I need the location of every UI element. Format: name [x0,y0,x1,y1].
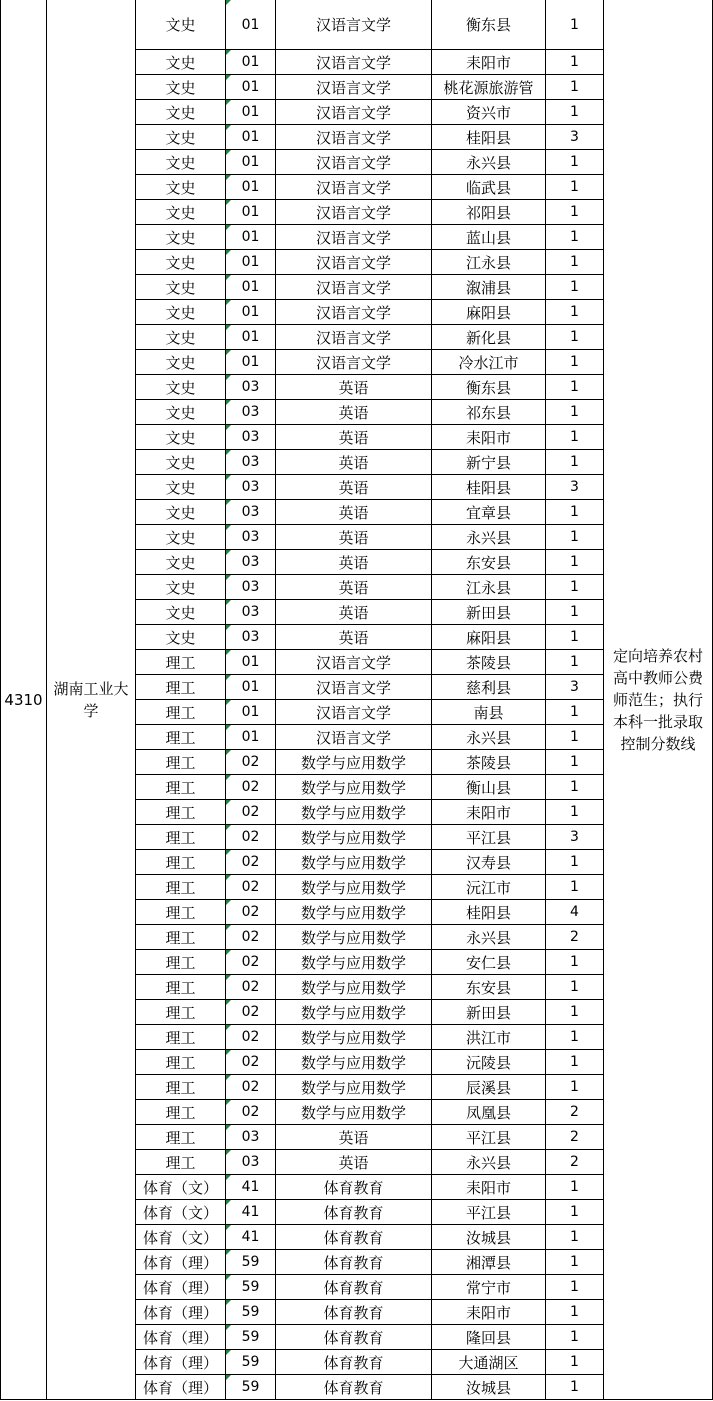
institution-code-cell: 4310 [0,0,47,1400]
major-code-cell: 03 [226,375,276,400]
major-cell: 汉语言文学 [276,125,432,150]
category-cell: 理工 [136,675,226,700]
count-cell: 1 [546,1275,604,1300]
major-cell: 体育教育 [276,1300,432,1325]
region-cell: 耒阳市 [432,1300,546,1325]
region-cell: 隆回县 [432,1325,546,1350]
major-code-cell: 03 [226,575,276,600]
major-cell: 体育教育 [276,1250,432,1275]
region-cell: 大通湖区 [432,1350,546,1375]
category-cell: 文史 [136,250,226,275]
region-cell: 永兴县 [432,1150,546,1175]
major-cell: 体育教育 [276,1225,432,1250]
region-cell: 临武县 [432,175,546,200]
major-cell: 英语 [276,575,432,600]
major-code-cell: 01 [226,350,276,375]
count-cell: 1 [546,700,604,725]
major-cell: 数学与应用数学 [276,1075,432,1100]
count-cell: 1 [546,325,604,350]
count-cell: 1 [546,1375,604,1400]
region-cell: 祁东县 [432,400,546,425]
count-cell: 1 [546,0,604,50]
major-cell: 数学与应用数学 [276,825,432,850]
region-cell: 衡山县 [432,775,546,800]
category-cell: 体育（理） [136,1325,226,1350]
major-code-cell: 02 [226,1100,276,1125]
major-code-cell: 01 [226,175,276,200]
count-cell: 1 [546,150,604,175]
major-cell: 汉语言文学 [276,250,432,275]
major-code-cell: 03 [226,1125,276,1150]
count-cell: 1 [546,200,604,225]
category-cell: 文史 [136,375,226,400]
region-cell: 耒阳市 [432,800,546,825]
category-cell: 文史 [136,525,226,550]
category-cell: 文史 [136,100,226,125]
region-cell: 永兴县 [432,150,546,175]
major-cell: 英语 [276,375,432,400]
region-cell: 汉寿县 [432,850,546,875]
major-cell: 汉语言文学 [276,225,432,250]
major-cell: 数学与应用数学 [276,1000,432,1025]
major-code-cell: 41 [226,1200,276,1225]
count-cell: 1 [546,575,604,600]
major-code-cell: 02 [226,825,276,850]
region-cell: 沅江市 [432,875,546,900]
region-cell: 平江县 [432,825,546,850]
major-cell: 汉语言文学 [276,50,432,75]
major-cell: 汉语言文学 [276,300,432,325]
count-cell: 1 [546,100,604,125]
major-cell: 体育教育 [276,1200,432,1225]
count-cell: 1 [546,975,604,1000]
major-code-cell: 02 [226,750,276,775]
major-cell: 体育教育 [276,1175,432,1200]
region-cell: 东安县 [432,550,546,575]
count-cell: 4 [546,900,604,925]
count-cell: 1 [546,1175,604,1200]
major-cell: 数学与应用数学 [276,950,432,975]
major-code-cell: 01 [226,150,276,175]
category-cell: 理工 [136,700,226,725]
major-code-cell: 02 [226,925,276,950]
major-code-cell: 02 [226,775,276,800]
region-cell: 茶陵县 [432,750,546,775]
count-cell: 1 [546,250,604,275]
major-code-cell: 02 [226,800,276,825]
category-cell: 理工 [136,1150,226,1175]
count-cell: 1 [546,375,604,400]
category-cell: 理工 [136,825,226,850]
count-cell: 1 [546,400,604,425]
category-cell: 理工 [136,725,226,750]
region-cell: 桂阳县 [432,475,546,500]
major-cell: 数学与应用数学 [276,775,432,800]
category-cell: 文史 [136,475,226,500]
category-cell: 文史 [136,400,226,425]
category-cell: 理工 [136,900,226,925]
major-cell: 数学与应用数学 [276,850,432,875]
region-cell: 平江县 [432,1125,546,1150]
region-cell: 东安县 [432,975,546,1000]
category-cell: 文史 [136,550,226,575]
category-cell: 文史 [136,75,226,100]
region-cell: 永兴县 [432,725,546,750]
major-cell: 体育教育 [276,1275,432,1300]
count-cell: 2 [546,1125,604,1150]
category-cell: 文史 [136,50,226,75]
count-cell: 1 [546,450,604,475]
region-cell: 耒阳市 [432,50,546,75]
major-cell: 汉语言文学 [276,0,432,50]
region-cell: 麻阳县 [432,625,546,650]
region-cell: 常宁市 [432,1275,546,1300]
count-cell: 2 [546,925,604,950]
count-cell: 1 [546,275,604,300]
count-cell: 1 [546,1025,604,1050]
major-code-cell: 02 [226,1075,276,1100]
major-cell: 数学与应用数学 [276,875,432,900]
region-cell: 桂阳县 [432,900,546,925]
major-code-cell: 02 [226,850,276,875]
region-cell: 茶陵县 [432,650,546,675]
major-code-cell: 01 [226,700,276,725]
region-cell: 慈利县 [432,675,546,700]
major-code-cell: 02 [226,975,276,1000]
major-cell: 数学与应用数学 [276,1025,432,1050]
major-code-cell: 03 [226,500,276,525]
major-code-cell: 01 [226,0,276,50]
category-cell: 文史 [136,275,226,300]
region-cell: 新宁县 [432,450,546,475]
category-cell: 理工 [136,800,226,825]
region-cell: 新化县 [432,325,546,350]
category-cell: 理工 [136,750,226,775]
region-cell: 安仁县 [432,950,546,975]
category-cell: 文史 [136,575,226,600]
category-cell: 文史 [136,325,226,350]
count-cell: 1 [546,50,604,75]
region-cell: 蓝山县 [432,225,546,250]
major-cell: 数学与应用数学 [276,1100,432,1125]
major-code-cell: 03 [226,400,276,425]
region-cell: 洪江市 [432,1025,546,1050]
category-cell: 文史 [136,175,226,200]
category-cell: 理工 [136,650,226,675]
major-cell: 数学与应用数学 [276,800,432,825]
major-cell: 体育教育 [276,1325,432,1350]
count-cell: 1 [546,1050,604,1075]
count-cell: 3 [546,475,604,500]
count-cell: 3 [546,675,604,700]
major-cell: 英语 [276,500,432,525]
count-cell: 1 [546,75,604,100]
category-cell: 文史 [136,0,226,50]
count-cell: 1 [546,525,604,550]
major-code-cell: 03 [226,525,276,550]
major-code-cell: 02 [226,900,276,925]
count-cell: 1 [546,800,604,825]
major-cell: 体育教育 [276,1375,432,1400]
category-cell: 文史 [136,150,226,175]
major-cell: 汉语言文学 [276,350,432,375]
major-cell: 英语 [276,600,432,625]
count-cell: 3 [546,125,604,150]
count-cell: 1 [546,775,604,800]
major-code-cell: 59 [226,1300,276,1325]
major-code-cell: 41 [226,1225,276,1250]
region-cell: 宜章县 [432,500,546,525]
major-code-cell: 02 [226,1050,276,1075]
count-cell: 1 [546,725,604,750]
region-cell: 耒阳市 [432,1175,546,1200]
category-cell: 文史 [136,450,226,475]
region-cell: 沅陵县 [432,1050,546,1075]
region-cell: 辰溪县 [432,1075,546,1100]
category-cell: 文史 [136,125,226,150]
major-cell: 汉语言文学 [276,200,432,225]
major-cell: 英语 [276,525,432,550]
major-code-cell: 01 [226,125,276,150]
count-cell: 1 [546,1250,604,1275]
major-code-cell: 03 [226,600,276,625]
major-cell: 数学与应用数学 [276,750,432,775]
count-cell: 1 [546,425,604,450]
count-cell: 1 [546,750,604,775]
major-cell: 英语 [276,1150,432,1175]
category-cell: 体育（理） [136,1375,226,1400]
major-code-cell: 01 [226,675,276,700]
category-cell: 理工 [136,1050,226,1075]
category-cell: 文史 [136,600,226,625]
major-code-cell: 02 [226,1000,276,1025]
category-cell: 理工 [136,975,226,1000]
count-cell: 2 [546,1150,604,1175]
major-cell: 汉语言文学 [276,150,432,175]
count-cell: 1 [546,1325,604,1350]
major-code-cell: 01 [226,725,276,750]
institution-name-cell: 湖南工业大学 [47,0,136,1400]
category-cell: 文史 [136,425,226,450]
category-cell: 理工 [136,1025,226,1050]
count-cell: 1 [546,1225,604,1250]
count-cell: 1 [546,1200,604,1225]
category-cell: 理工 [136,1100,226,1125]
category-cell: 理工 [136,775,226,800]
count-cell: 1 [546,500,604,525]
major-code-cell: 01 [226,650,276,675]
region-cell: 永兴县 [432,525,546,550]
count-cell: 1 [546,225,604,250]
major-cell: 汉语言文学 [276,700,432,725]
category-cell: 理工 [136,950,226,975]
category-cell: 理工 [136,875,226,900]
major-code-cell: 03 [226,1150,276,1175]
note-cell: 定向培养农村高中教师公费师范生；执行本科一批录取控制分数线 [604,0,713,1400]
major-code-cell: 01 [226,325,276,350]
major-cell: 英语 [276,425,432,450]
major-code-cell: 59 [226,1250,276,1275]
category-cell: 体育（理） [136,1275,226,1300]
major-code-cell: 01 [226,300,276,325]
count-cell: 2 [546,1100,604,1125]
major-code-cell: 03 [226,425,276,450]
category-cell: 文史 [136,625,226,650]
major-code-cell: 59 [226,1350,276,1375]
major-cell: 汉语言文学 [276,725,432,750]
count-cell: 1 [546,350,604,375]
major-cell: 数学与应用数学 [276,1050,432,1075]
count-cell: 1 [546,650,604,675]
category-cell: 体育（文） [136,1225,226,1250]
major-code-cell: 59 [226,1325,276,1350]
count-cell: 1 [546,1350,604,1375]
region-cell: 衡东县 [432,375,546,400]
major-code-cell: 59 [226,1275,276,1300]
major-cell: 汉语言文学 [276,100,432,125]
region-cell: 耒阳市 [432,425,546,450]
region-cell: 祁阳县 [432,200,546,225]
region-cell: 江永县 [432,575,546,600]
count-cell: 1 [546,850,604,875]
major-cell: 汉语言文学 [276,675,432,700]
count-cell: 1 [546,1075,604,1100]
major-cell: 英语 [276,550,432,575]
region-cell: 桃花源旅游管 [432,75,546,100]
major-code-cell: 01 [226,50,276,75]
category-cell: 理工 [136,925,226,950]
region-cell: 新田县 [432,1000,546,1025]
category-cell: 体育（文） [136,1175,226,1200]
category-cell: 体育（理） [136,1300,226,1325]
count-cell: 1 [546,1300,604,1325]
region-cell: 桂阳县 [432,125,546,150]
region-cell: 资兴市 [432,100,546,125]
major-code-cell: 01 [226,225,276,250]
region-cell: 麻阳县 [432,300,546,325]
major-code-cell: 01 [226,100,276,125]
category-cell: 理工 [136,1075,226,1100]
major-cell: 英语 [276,1125,432,1150]
category-cell: 文史 [136,500,226,525]
count-cell: 1 [546,875,604,900]
major-code-cell: 01 [226,250,276,275]
category-cell: 理工 [136,1000,226,1025]
major-cell: 英语 [276,475,432,500]
region-cell: 平江县 [432,1200,546,1225]
region-cell: 南县 [432,700,546,725]
region-cell: 汝城县 [432,1375,546,1400]
major-code-cell: 03 [226,450,276,475]
category-cell: 体育（理） [136,1250,226,1275]
region-cell: 溆浦县 [432,275,546,300]
major-code-cell: 02 [226,1025,276,1050]
major-code-cell: 03 [226,625,276,650]
major-code-cell: 02 [226,950,276,975]
major-cell: 汉语言文学 [276,175,432,200]
region-cell: 衡东县 [432,0,546,50]
category-cell: 体育（文） [136,1200,226,1225]
count-cell: 1 [546,1000,604,1025]
major-code-cell: 01 [226,275,276,300]
region-cell: 湘潭县 [432,1250,546,1275]
major-cell: 汉语言文学 [276,325,432,350]
count-cell: 1 [546,625,604,650]
region-cell: 江永县 [432,250,546,275]
major-cell: 英语 [276,400,432,425]
major-cell: 汉语言文学 [276,275,432,300]
category-cell: 理工 [136,850,226,875]
region-cell: 汝城县 [432,1225,546,1250]
category-cell: 文史 [136,200,226,225]
major-code-cell: 59 [226,1375,276,1400]
major-cell: 数学与应用数学 [276,975,432,1000]
major-code-cell: 03 [226,550,276,575]
category-cell: 文史 [136,300,226,325]
category-cell: 文史 [136,225,226,250]
major-code-cell: 01 [226,200,276,225]
major-cell: 汉语言文学 [276,75,432,100]
category-cell: 文史 [136,350,226,375]
count-cell: 3 [546,825,604,850]
category-cell: 理工 [136,1125,226,1150]
major-cell: 数学与应用数学 [276,925,432,950]
major-code-cell: 02 [226,875,276,900]
region-cell: 永兴县 [432,925,546,950]
major-code-cell: 03 [226,475,276,500]
count-cell: 1 [546,950,604,975]
count-cell: 1 [546,600,604,625]
major-code-cell: 41 [226,1175,276,1200]
category-cell: 体育（理） [136,1350,226,1375]
major-cell: 汉语言文学 [276,650,432,675]
major-cell: 体育教育 [276,1350,432,1375]
major-cell: 英语 [276,450,432,475]
count-cell: 1 [546,175,604,200]
region-cell: 新田县 [432,600,546,625]
region-cell: 冷水江市 [432,350,546,375]
count-cell: 1 [546,300,604,325]
count-cell: 1 [546,550,604,575]
major-code-cell: 01 [226,75,276,100]
region-cell: 凤凰县 [432,1100,546,1125]
major-cell: 英语 [276,625,432,650]
major-cell: 数学与应用数学 [276,900,432,925]
